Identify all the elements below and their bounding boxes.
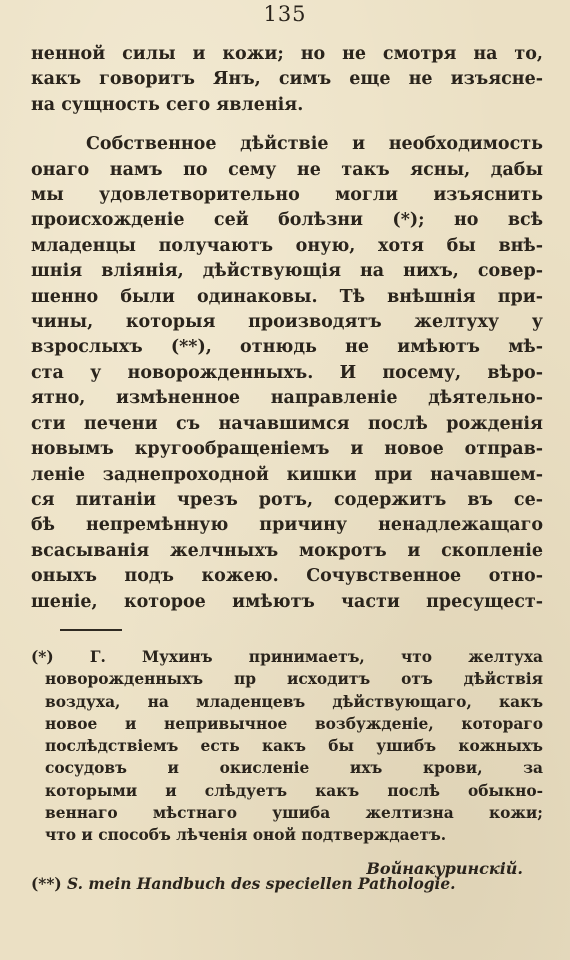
text-line: происхожденіе сей болѣзни (*); но всѣ [31, 210, 543, 231]
text-line: оныхъ подъ кожею. Сочувственное отно- [31, 566, 543, 587]
footnote-line: новорожденныхъ пр исходитъ отъ дѣйствія [45, 670, 543, 689]
footnote-1 [31, 646, 543, 881]
text-line: ста у новорожденныхъ. И посему, вѣро- [31, 362, 543, 383]
text-line: всасыванія желчныхъ мокротъ и скопленіе [31, 540, 543, 561]
text-line: ненной силы и кожи; но не смотря на то, [31, 44, 543, 64]
footnote-line: (*) Г. Мухинъ принимаетъ, что желтуха [31, 648, 543, 666]
footnote-line: которыми и слѣдуетъ какъ послѣ обыкно- [45, 781, 543, 800]
footnote-line: послѣдствіемъ есть какъ бы ушибъ кожныхъ [45, 737, 543, 756]
footnote-divider [60, 629, 122, 631]
text-line: мы удовлетворительно могли изъяснить [31, 185, 543, 206]
footnote-line: новое и непривычное возбужденіе, котораго [45, 714, 543, 733]
page-number: 135 [263, 2, 307, 26]
text-line: какъ говоритъ Янъ, симъ еще не изъясне- [31, 69, 543, 90]
footnote-2-text: S. mein Handbuch des speciellen Pathologie. [67, 875, 456, 893]
footnote-line: веннаго мѣстнаго ушиба желтизна кожи; [45, 804, 543, 823]
footnote-signature: Войнакуринскій. [366, 858, 523, 878]
text-line: шенно были одинаковы. Тѣ внѣшнія при- [31, 286, 543, 307]
text-line: онаго намъ по сему не такъ ясны, дабы [31, 159, 543, 180]
footnote-line: воздуха, на младенцевъ дѣйствующаго, какъ [45, 692, 543, 711]
footnote-2-marker: (**) [31, 875, 62, 893]
text-line: ятно, измѣненное направленіе дѣятельно- [31, 388, 543, 409]
footnote-line: что и способъ лѣченія оной подтверждаетъ. [45, 826, 447, 845]
footnote-line: сосудовъ и окисленіе ихъ крови, за [45, 759, 543, 778]
text-line: ся питаніи чрезъ ротъ, содержитъ въ се- [31, 489, 543, 510]
text-line: сти печени съ начавшимся послѣ рожденія [31, 413, 543, 434]
text-line: младенцы получаютъ оную, хотя бы внѣ- [31, 235, 543, 256]
text-line: чины, которыя производятъ желтуху у [31, 312, 543, 333]
text-line: шеніе, которое имѣютъ части пресущест- [31, 591, 543, 612]
main-text-block [31, 42, 543, 615]
text-line: бѣ непремѣнную причину ненадлежащаго [31, 515, 543, 536]
text-line: на сущность сего явленія. [31, 94, 304, 115]
text-line: новымъ кругообращеніемъ и новое отправ- [31, 439, 543, 460]
text-line: шнія влiянія, дѣйствующія на нихъ, совер- [31, 261, 543, 282]
footnote-2 [31, 872, 543, 896]
text-line: взрослыхъ (**), отнюдь не имѣютъ мѣ- [31, 337, 543, 358]
text-line: Собственное дѣйствіе и необходимость [86, 134, 543, 155]
text-line: леніе заднепроходной кишки при начавшем- [31, 464, 543, 485]
